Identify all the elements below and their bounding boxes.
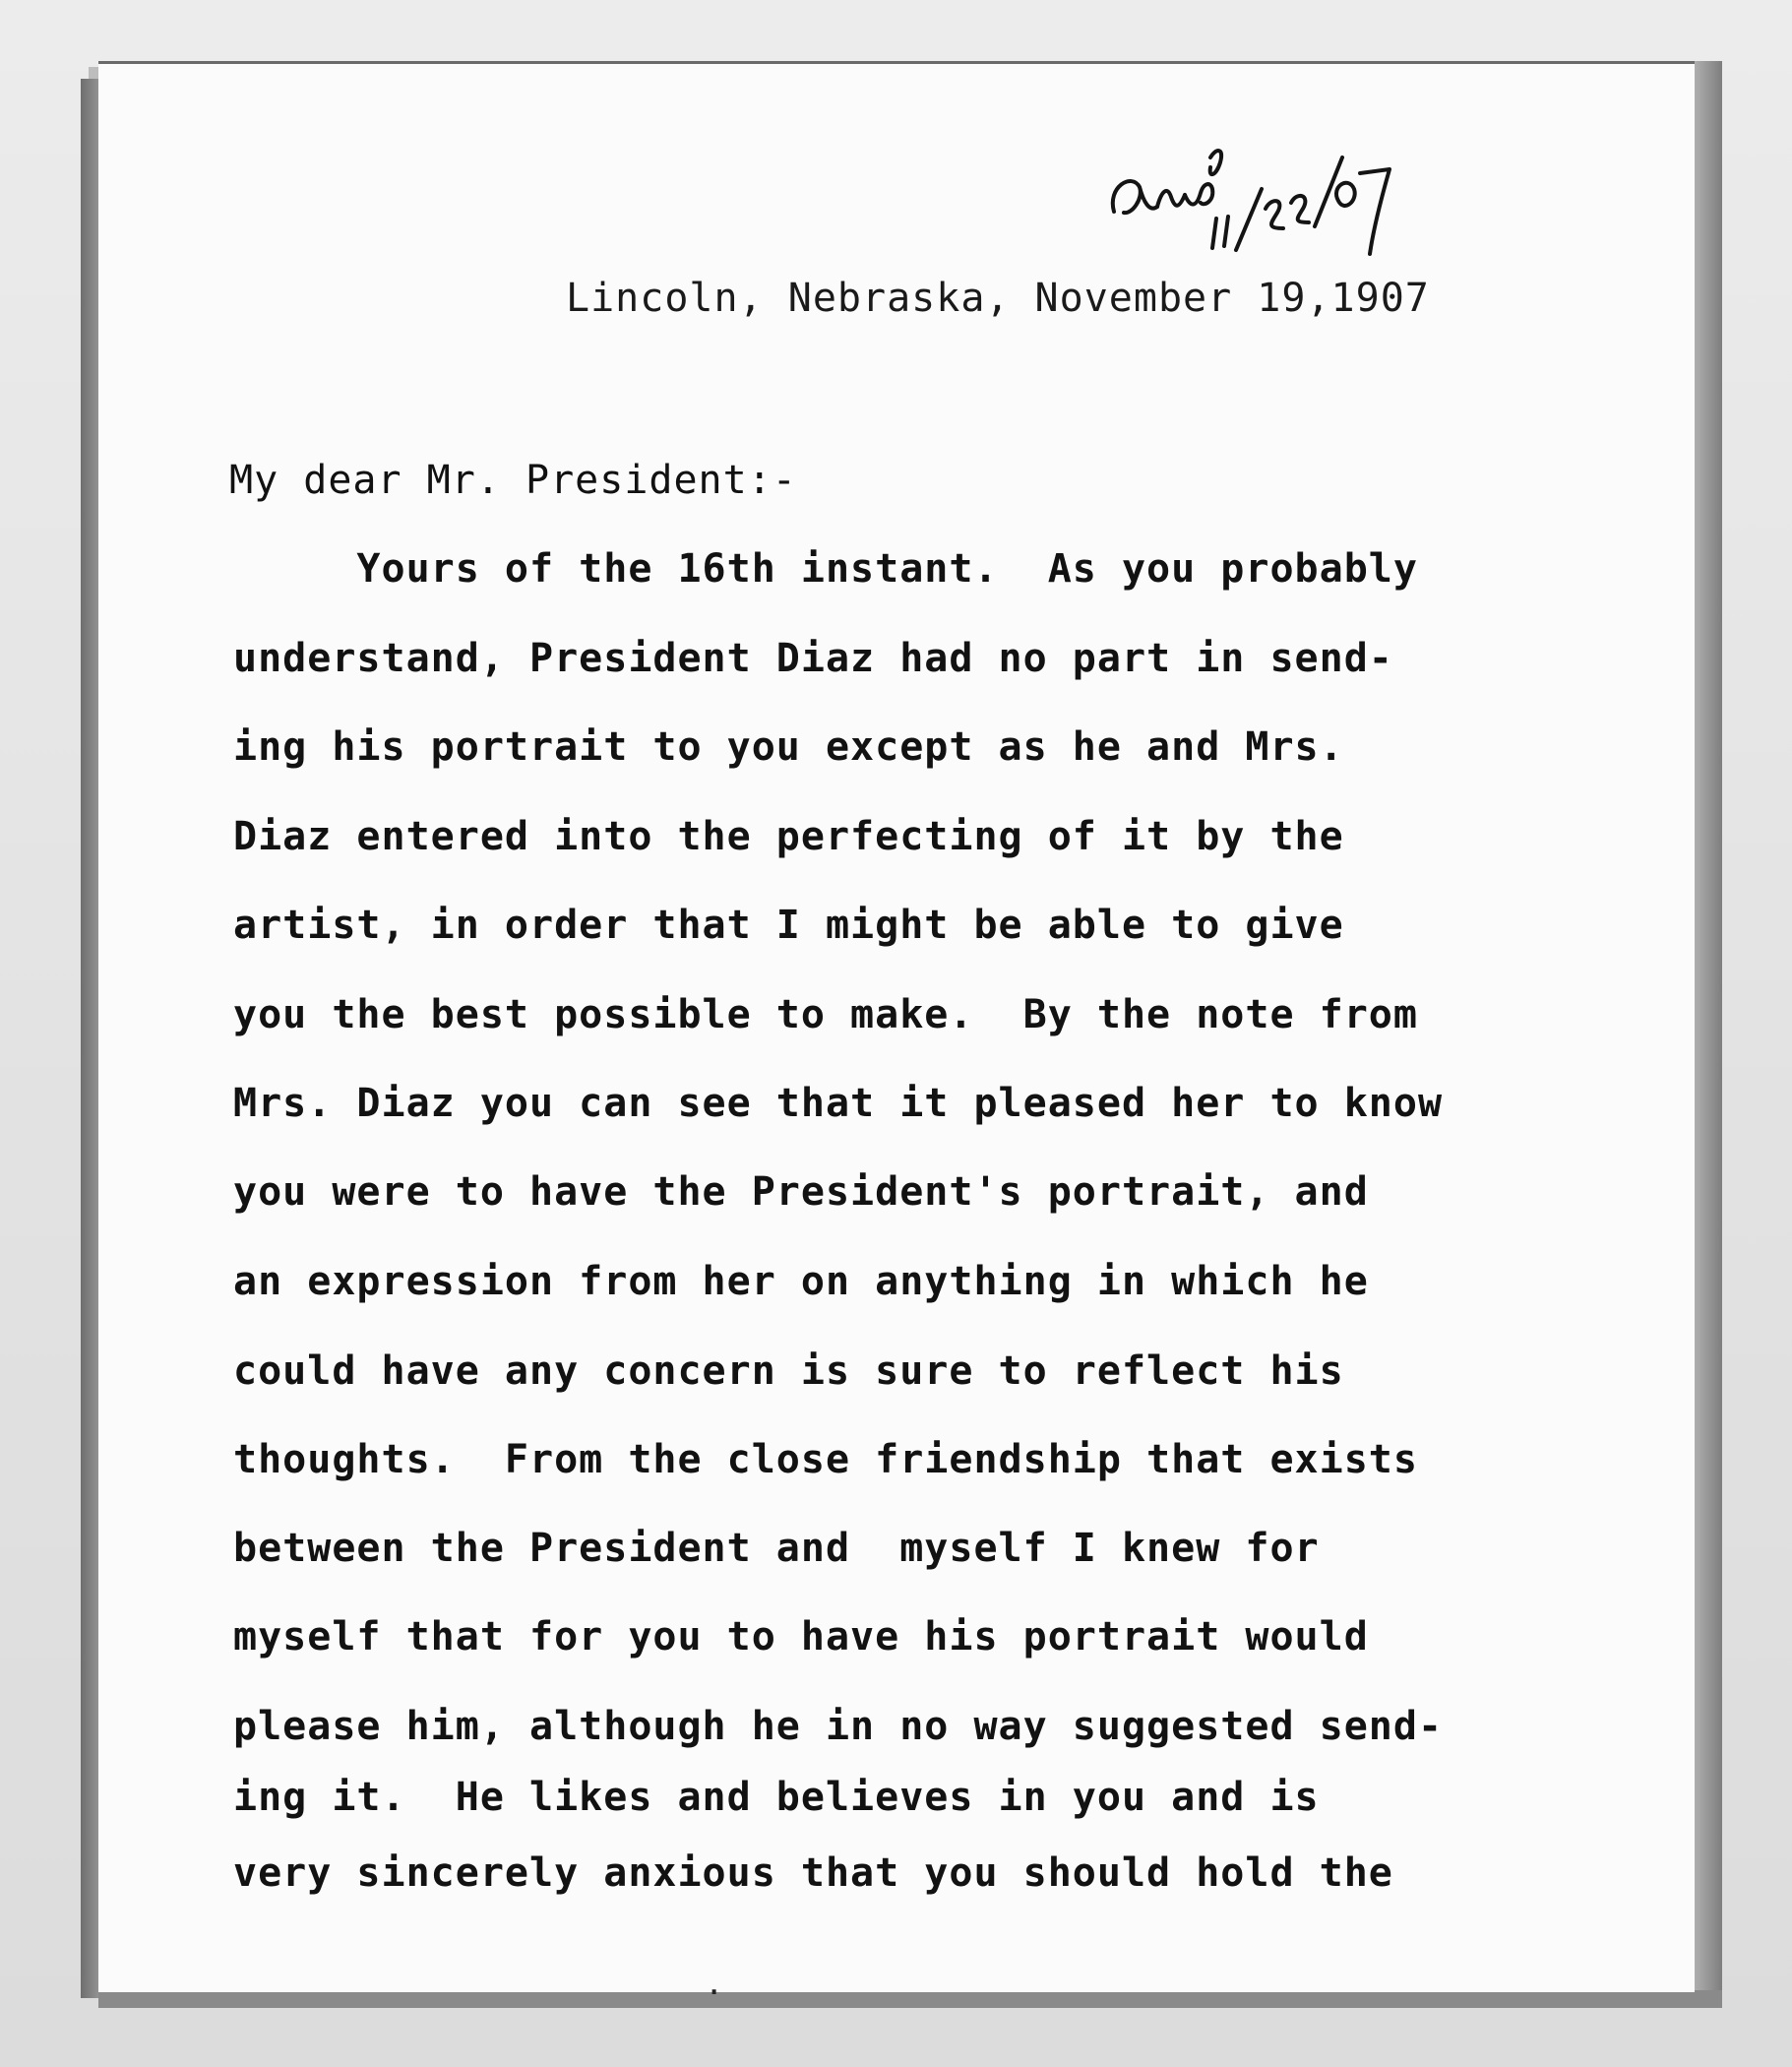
letter-body-line: ing his portrait to you except as he and Mrs. (233, 724, 1344, 770)
letter-body-line: between the President and myself I knew for (233, 1526, 1320, 1571)
sheet-right-edge (1693, 61, 1722, 2006)
letter-body-line: you the best possible to make. By the note from (233, 992, 1418, 1037)
sheet-bottom-edge (98, 1990, 1722, 2008)
letter-body-line: ing it. He likes and believes in you and is (233, 1775, 1320, 1820)
letter-body-line: Diaz entered into the perfecting of it by the (233, 814, 1344, 859)
page-footer-mark: . (705, 1965, 724, 2002)
letter-body-line: Mrs. Diaz you can see that it pleased her to know (233, 1081, 1444, 1126)
letter-body-line: very sincerely anxious that you should hold the (233, 1850, 1393, 1896)
letter-salutation: My dear Mr. President:- (229, 458, 797, 503)
letter-body-line: myself that for you to have his portrait would (233, 1614, 1369, 1660)
letter-body-line: you were to have the President's portrait, and (233, 1169, 1369, 1215)
letter-dateline: Lincoln, Nebraska, November 19,1907 (566, 276, 1430, 321)
letter-body-line: an expression from her on anything in which he (233, 1259, 1369, 1304)
letter-body-line: Yours of the 16th instant. As you probably (233, 546, 1418, 592)
letter-body-line: understand, President Diaz had no part in send- (233, 636, 1393, 681)
letter-body-line: thoughts. From the close friendship that exists (233, 1437, 1418, 1482)
handwritten-annotation (1102, 118, 1397, 266)
letter-body-line: artist, in order that I might be able to give (233, 903, 1344, 948)
letter-body-line: could have any concern is sure to reflect his (233, 1348, 1344, 1394)
letter-body-line: please him, although he in no way suggested send- (233, 1704, 1444, 1749)
